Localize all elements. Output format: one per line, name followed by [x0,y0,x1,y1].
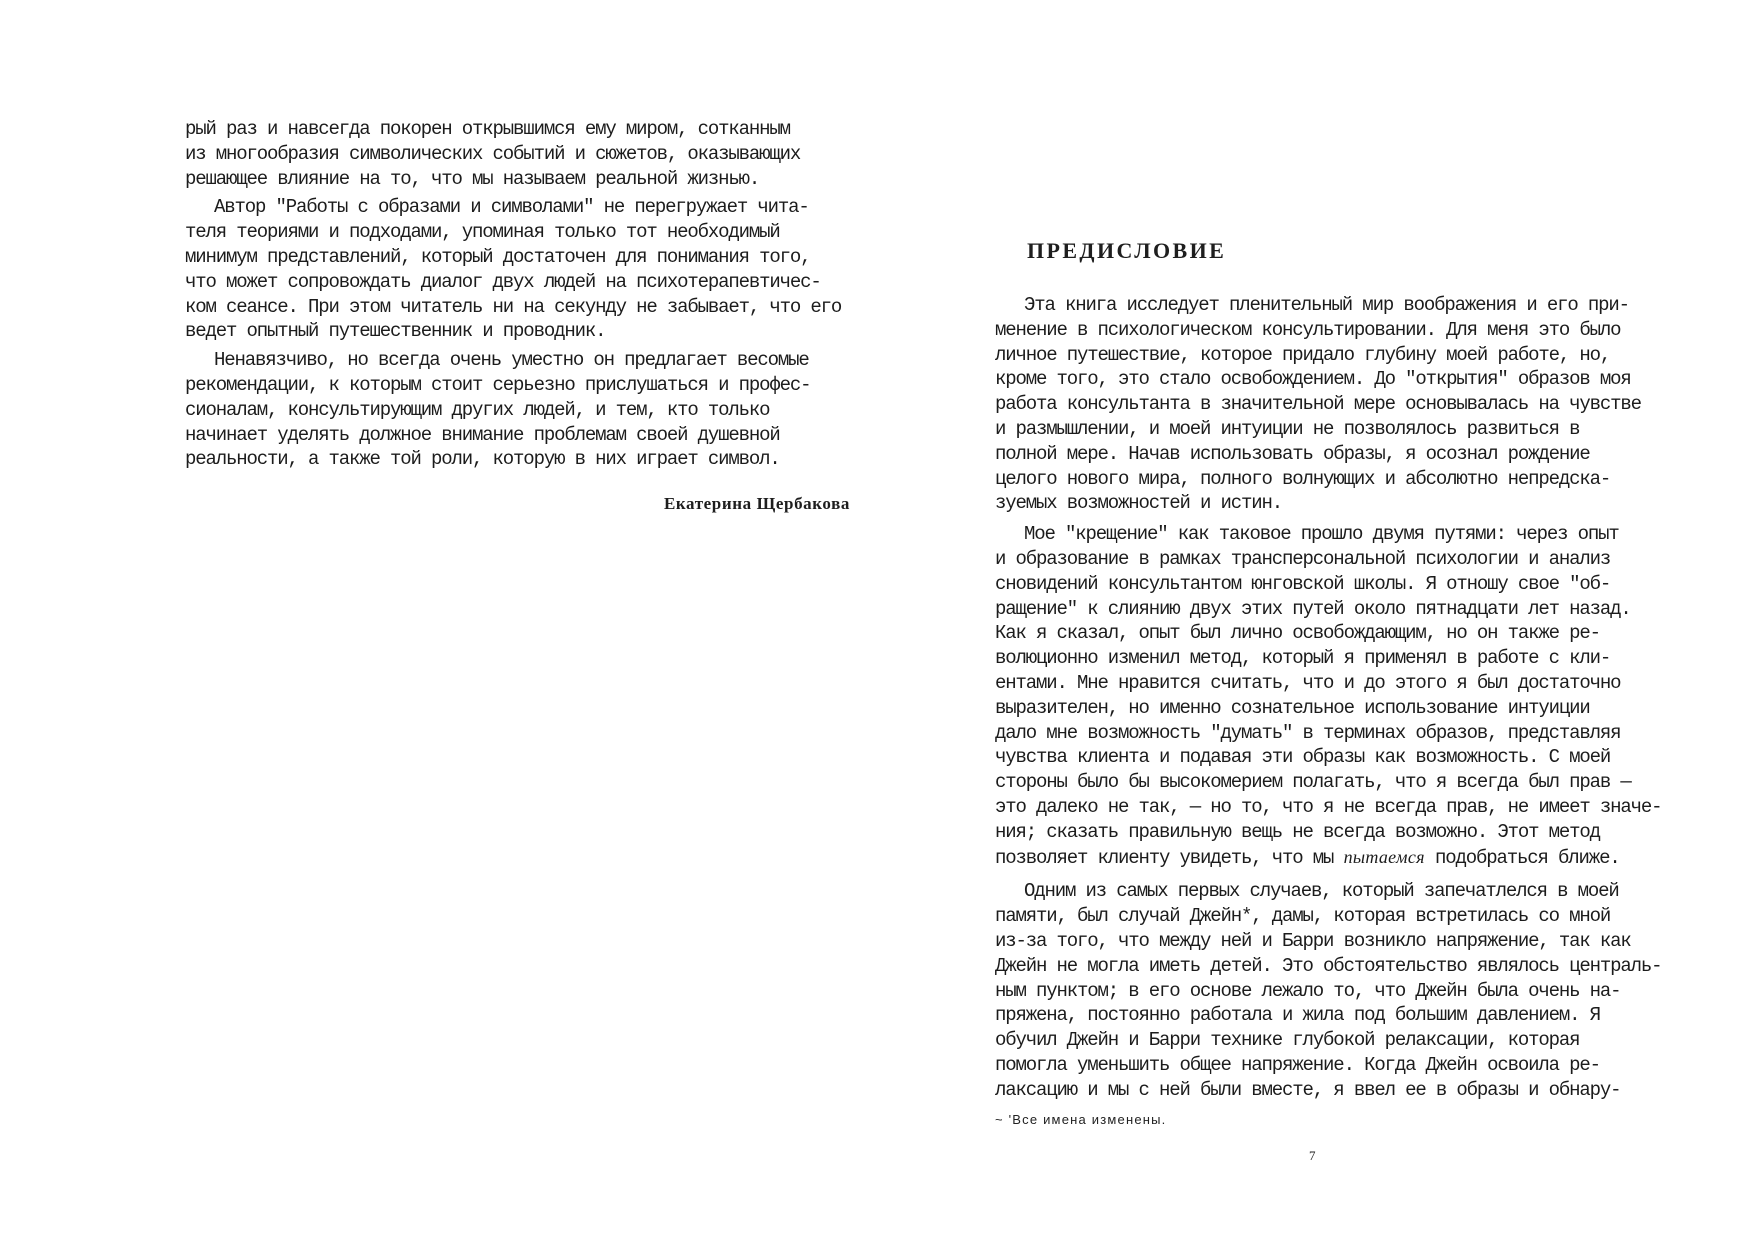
right-page-text [995,293,1675,1107]
paragraph-text-end: подобраться ближе. [1424,846,1620,869]
paragraph: рый раз и навсегда покорен открывшимся ему миром, сотканным из многообразия символических событий и сюжетов, оказывающих решающее влияние на то, что мы называем реальной жизнью. [185,118,801,190]
emphasized-word: пытаемся [1343,846,1425,867]
paragraph: Одним из самых первых случаев, который запечатлелся в моей памяти, был случай Джейн*, дамы, которая встретилась со мной из-за того, что между ней и Барри возникло напряжение, так как Джейн не могла иметь детей. Это обстоятельство являлось централь- ным пунктом; в его основе лежало то, что Джейн была очень на- пряжена, постоянно работала и жила под большим давлением. Я обучил Джейн и Барри технике глубокой релаксации, которая помогла уменьшить общее напряжение. Когда Джейн освоила ре- лаксацию и мы с ней были вместе, я ввел ее в образы и обнару- [995,880,1662,1101]
chapter-title: ПРЕДИСЛОВИЕ [1027,238,1227,263]
paragraph: Автор "Работы с образами и символами" не перегружает чита- теля теориями и подходами, упоминая только тот необходимый минимум представлений, который достаточен для понимания того, что может сопровождать диалог двух людей на психотерапевтичес- ком сеансе. При этом читатель ни на секунду не забывает, что его ведет опытный путешественник и проводник. [185,196,842,343]
paragraph [995,522,1675,870]
author-signature: Екатерина Щербакова [663,494,850,513]
paragraph: Ненавязчиво, но всегда очень уместно он предлагает весомые рекомендации, к которым стоит серьезно прислушаться и профес- сионалам, консультирующим других людей, и тем, кто только начинает уделять должное внимание проблемам своей душевной реальности, а также той роли, которую в них играет символ. [185,349,811,471]
paragraph-text: Мое "крещение" как таковое прошло двумя путями: через опыт и образование в рамках трансперсональной психологии и анализ сновидений консультантом юнговской школы. Я отношу свое "об- ращение" к слиянию двух этих путей около пятнадцати лет назад. Как я сказал, опыт был лично освобождающим, но он также ре- волюционно изменил метод, который я применял в работе с кли- ентами. Мне нравится считать, что и до этого я был достаточно выразителен, но именно сознательное использование интуиции дало мне возможность "думать" в терминах образов, представляя чувства клиента и подавая эти образы как возможность. С моей стороны было бы высокомерием полагать, что я всегда был прав — это далеко не так, — но то, что я не всегда прав, не имеет значе- ния; сказать правильную вещь не всегда возможно. Этот метод позволяет клиенту увидеть, что мы [995,523,1662,869]
page-number: 7 [1309,1148,1316,1163]
right-page [877,0,1754,1240]
left-page-text [185,117,855,476]
footnote: ~ 'Все имена изменены. [995,1112,1167,1127]
paragraph: Эта книга исследует пленительный мир воображения и его при- менение в психологическом консультировании. Для меня это было личное путешествие, которое придало глубину моей работе, но, кроме того, это стало освобождением. До "открытия" образов моя работа консультанта в значительной мере основывалась на чувстве и размышлении, и моей интуиции не позволялось развиться в полной мере. Начав использовать образы, я осознал рождение целого нового мира, полного волнующих и абсолютно непредска- зуемых возможностей и истин. [995,294,1641,515]
